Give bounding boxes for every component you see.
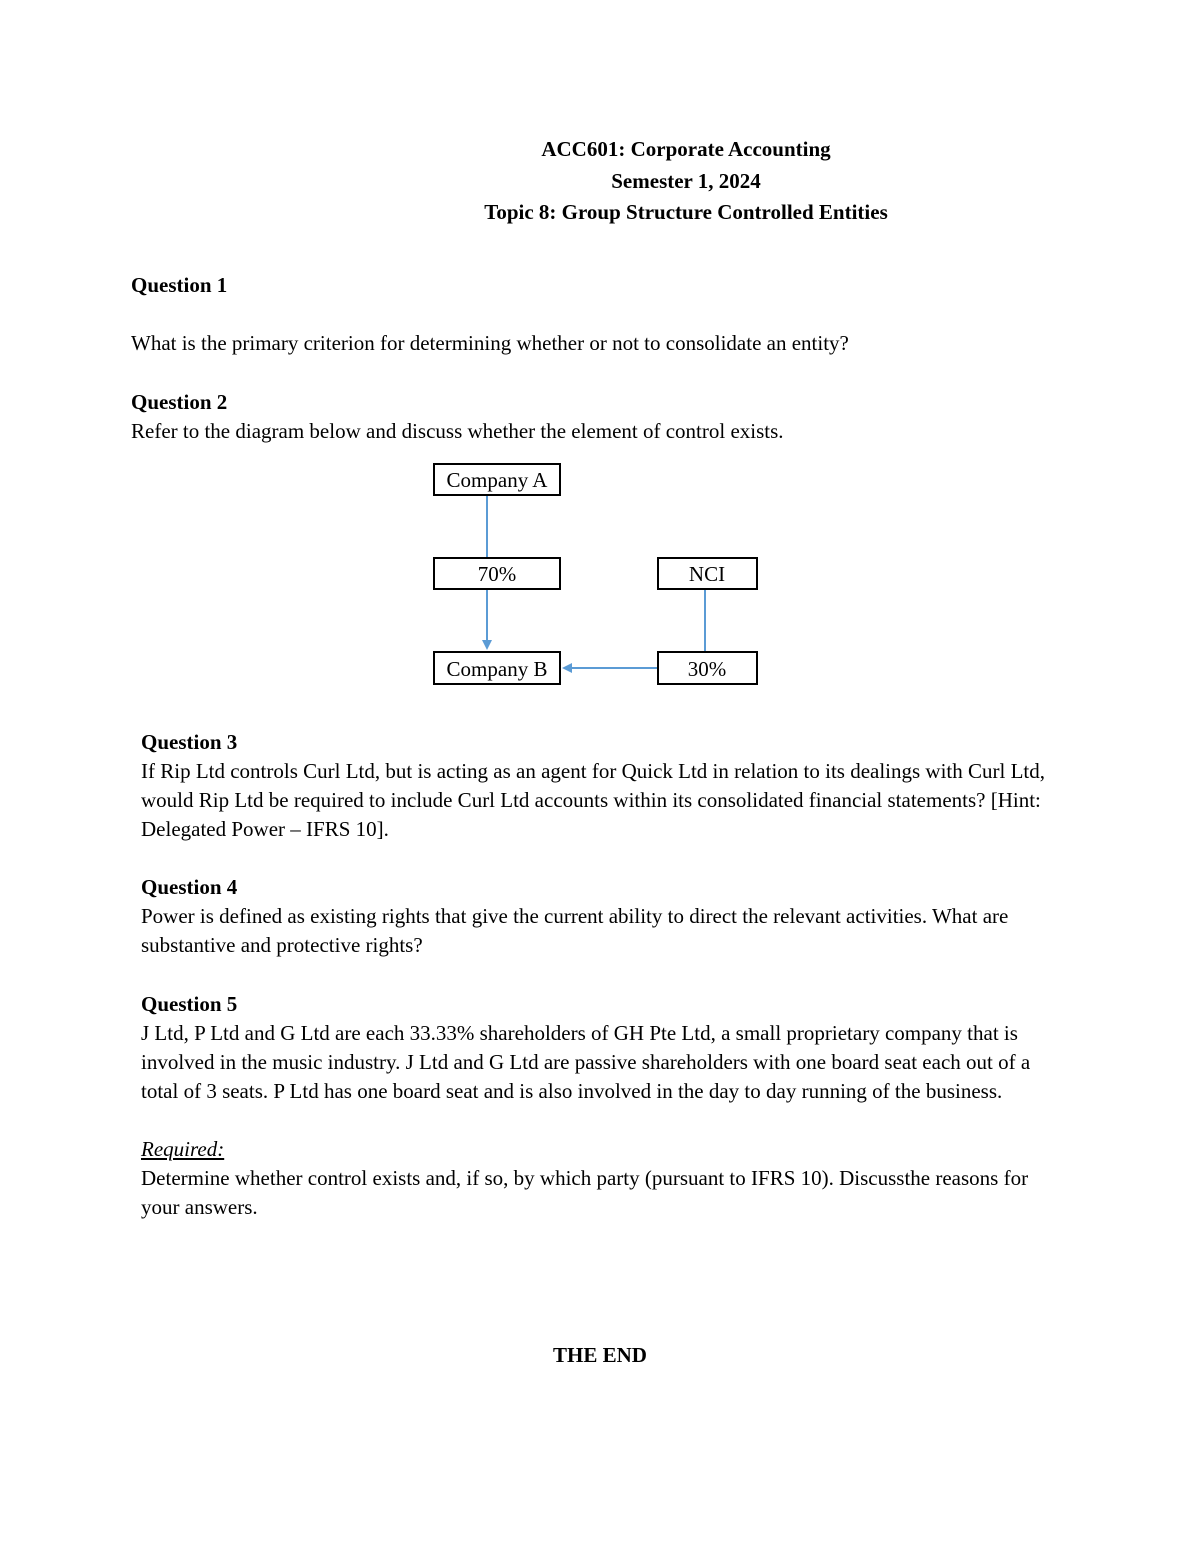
company-a-label: Company A: [446, 468, 548, 492]
question-1-text: What is the primary criterion for determining whether or not to consolidate an entity?: [131, 331, 849, 355]
question-3-text: If Rip Ltd controls Curl Ltd, but is acting as an agent for Quick Ltd in relation to its dealings with Curl Ltd, would Rip Ltd be required to include Curl Ltd accounts within its consolidated financial statements? [Hint: Delegated Power – IFRS 10].: [141, 759, 1046, 841]
semester-label: Semester 1, 2024: [611, 168, 761, 193]
question-4: [141, 873, 1066, 960]
question-2-text: Refer to the diagram below and discuss whether the element of control exists.: [131, 419, 784, 443]
question-2-title: Question 2: [131, 390, 228, 414]
box-company-b: [434, 652, 560, 684]
box-30-percent: [658, 652, 757, 684]
pct-70-label: 70%: [477, 562, 517, 586]
nci-label: NCI: [688, 562, 726, 586]
box-70-percent: [434, 558, 560, 589]
box-nci: [658, 558, 757, 589]
question-4-text: Power is defined as existing rights that give the current ability to direct the relevant activities. What are substantive and protective rights?: [141, 904, 1009, 957]
question-4-title: Question 4: [141, 875, 238, 899]
topic-title: Topic 8: Group Structure Controlled Entities: [484, 200, 888, 224]
question-3: [141, 728, 1066, 844]
company-b-label: Company B: [446, 657, 548, 681]
document-header: [0, 134, 1200, 229]
box-company-a: [434, 464, 560, 495]
required-label: Required:: [141, 1137, 225, 1161]
the-end: THE END: [553, 1343, 647, 1367]
question-2: [131, 388, 1071, 446]
question-1-title: Question 1: [131, 273, 228, 297]
question-3-title: Question 3: [141, 730, 238, 754]
course-title: ACC601: Corporate Accounting: [541, 137, 831, 161]
pct-30-label: 30%: [687, 657, 727, 681]
question-5-title: Question 5: [141, 992, 238, 1016]
question-5: [141, 990, 1066, 1222]
group-structure-diagram: [420, 450, 780, 700]
required-text: Determine whether control exists and, if so, by which party (pursuant to IFRS 10). Discussthe reasons for your answers.: [141, 1166, 1029, 1219]
question-5-text: J Ltd, P Ltd and G Ltd are each 33.33% shareholders of GH Pte Ltd, a small proprietary company that is involved in the music industry. J Ltd and G Ltd are passive shareholders with one board seat each out of a total of 3 seats. P Ltd has one board seat and is also involved in the day to day running of the business.: [141, 1021, 1031, 1103]
question-1: [131, 271, 1071, 358]
